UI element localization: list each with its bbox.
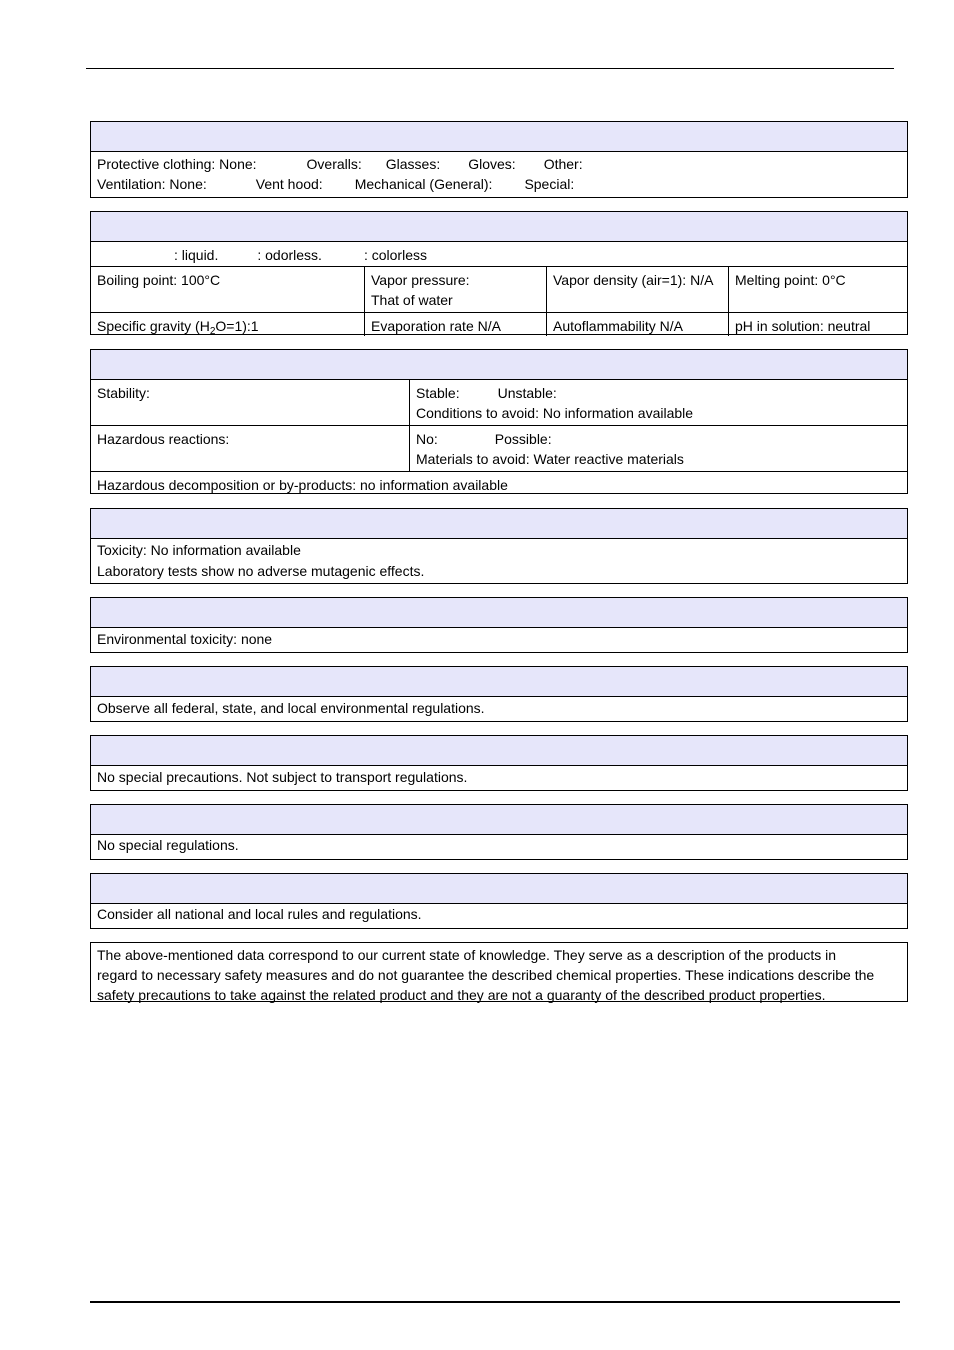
toxicity: Toxicity: No information available [97,542,301,558]
stability-options [416,383,901,403]
vapor-density: Vapor density (air=1): N/A [553,272,714,288]
transport-text: No special precautions. Not subject to transport regulations. [97,769,468,785]
mechanical-label: Mechanical (General): [354,176,493,192]
hazardous-reactions-options [416,429,901,449]
vent-hood-label: Vent hood: [255,176,323,192]
appearance-row [91,242,907,266]
evaporation-rate-cell [364,313,546,336]
footer-rule [90,1301,900,1303]
hazardous-reactions-value-cell [409,426,907,471]
color: : colorless [363,247,427,263]
regulations-section [90,804,908,860]
no-label: No: [416,431,438,447]
specific-gravity-subscript: 2 [209,326,216,337]
ecology-section [90,597,908,653]
stability-label-cell [91,380,409,425]
hazardous-reactions-label-cell [91,426,409,471]
reactivity-section-header [91,350,907,380]
reactivity-section [90,349,908,494]
overalls-label: Overalls: [306,156,362,172]
protective-clothing-label: Protective clothing: None: [97,156,257,172]
conditions-to-avoid: Conditions to avoid: No information available [416,405,694,421]
specific-gravity-suffix: O=1):1 [215,318,259,334]
protection-section-header [91,122,907,152]
disposal-section-header [91,667,907,697]
hazardous-reactions-label: Hazardous reactions: [97,431,230,447]
other-regulations-section [90,873,908,929]
other-regulations-text: Consider all national and local rules and regulations. [97,906,422,922]
regulations-section-header [91,805,907,835]
autoflammability-cell [546,313,728,336]
vapor-pressure-label: Vapor pressure: [371,272,470,288]
physical-properties-section [90,211,908,335]
transport-section [90,735,908,791]
protection-section [90,121,908,198]
protection-row-clothing [97,154,901,174]
disposal-section [90,666,908,722]
transport-section-header [91,736,907,766]
disclaimer-line-3: safety precautions to take against the related product and they are not a guaranty of the described product properties. [97,987,826,1003]
environmental-toxicity: Environmental toxicity: none [97,631,273,647]
lab-tests: Laboratory tests show no adverse mutagenic effects. [97,563,425,579]
boiling-point-cell [91,267,364,312]
physical-section-header [91,212,907,242]
ecology-section-header [91,598,907,628]
physical-state: : liquid. [174,247,219,263]
boiling-point: Boiling point: 100°C [97,272,221,288]
melting-point-cell [728,267,907,312]
stability-value-cell [409,380,907,425]
ventilation-label: Ventilation: None: [97,176,207,192]
regulations-text: No special regulations. [97,837,239,853]
possible-label: Possible: [494,431,552,447]
gloves-label: Gloves: [468,156,516,172]
disclaimer-text [91,943,907,1007]
disclaimer-line-1: The above-mentioned data correspond to our current state of knowledge. They serve as a description of the products in [97,947,837,963]
decomposition-cell [91,472,907,495]
disposal-text: Observe all federal, state, and local environmental regulations. [97,700,485,716]
autoflammability: Autoflammability N/A [553,318,683,334]
odor: : odorless. [257,247,322,263]
stable-label: Stable: [416,385,460,401]
evaporation-rate: Evaporation rate N/A [371,318,501,334]
disclaimer-box [90,942,908,1002]
toxicology-section [90,508,908,584]
specific-gravity-prefix: Specific gravity (H [97,318,210,334]
unstable-label: Unstable: [497,385,557,401]
other-regulations-section-header [91,874,907,904]
ph-cell [728,313,907,336]
header-rule [86,68,894,69]
materials-to-avoid: Materials to avoid: Water reactive materials [416,451,684,467]
stability-label: Stability: [97,385,150,401]
vapor-pressure-cell [364,267,546,312]
other-label: Other: [543,156,583,172]
disclaimer-line-2: regard to necessary safety measures and do not guarantee the described chemical properties. These indications describe the [97,967,875,983]
vapor-pressure-value: That of water [371,292,453,308]
hazardous-decomposition: Hazardous decomposition or by-products: no information available [97,477,508,493]
special-label: Special: [524,176,575,192]
ph-value: pH in solution: neutral [735,318,871,334]
specific-gravity-cell [91,313,364,336]
glasses-label: Glasses: [385,156,441,172]
melting-point: Melting point: 0°C [735,272,846,288]
protection-row-ventilation [97,174,901,194]
vapor-density-cell [546,267,728,312]
toxicology-section-header [91,509,907,539]
